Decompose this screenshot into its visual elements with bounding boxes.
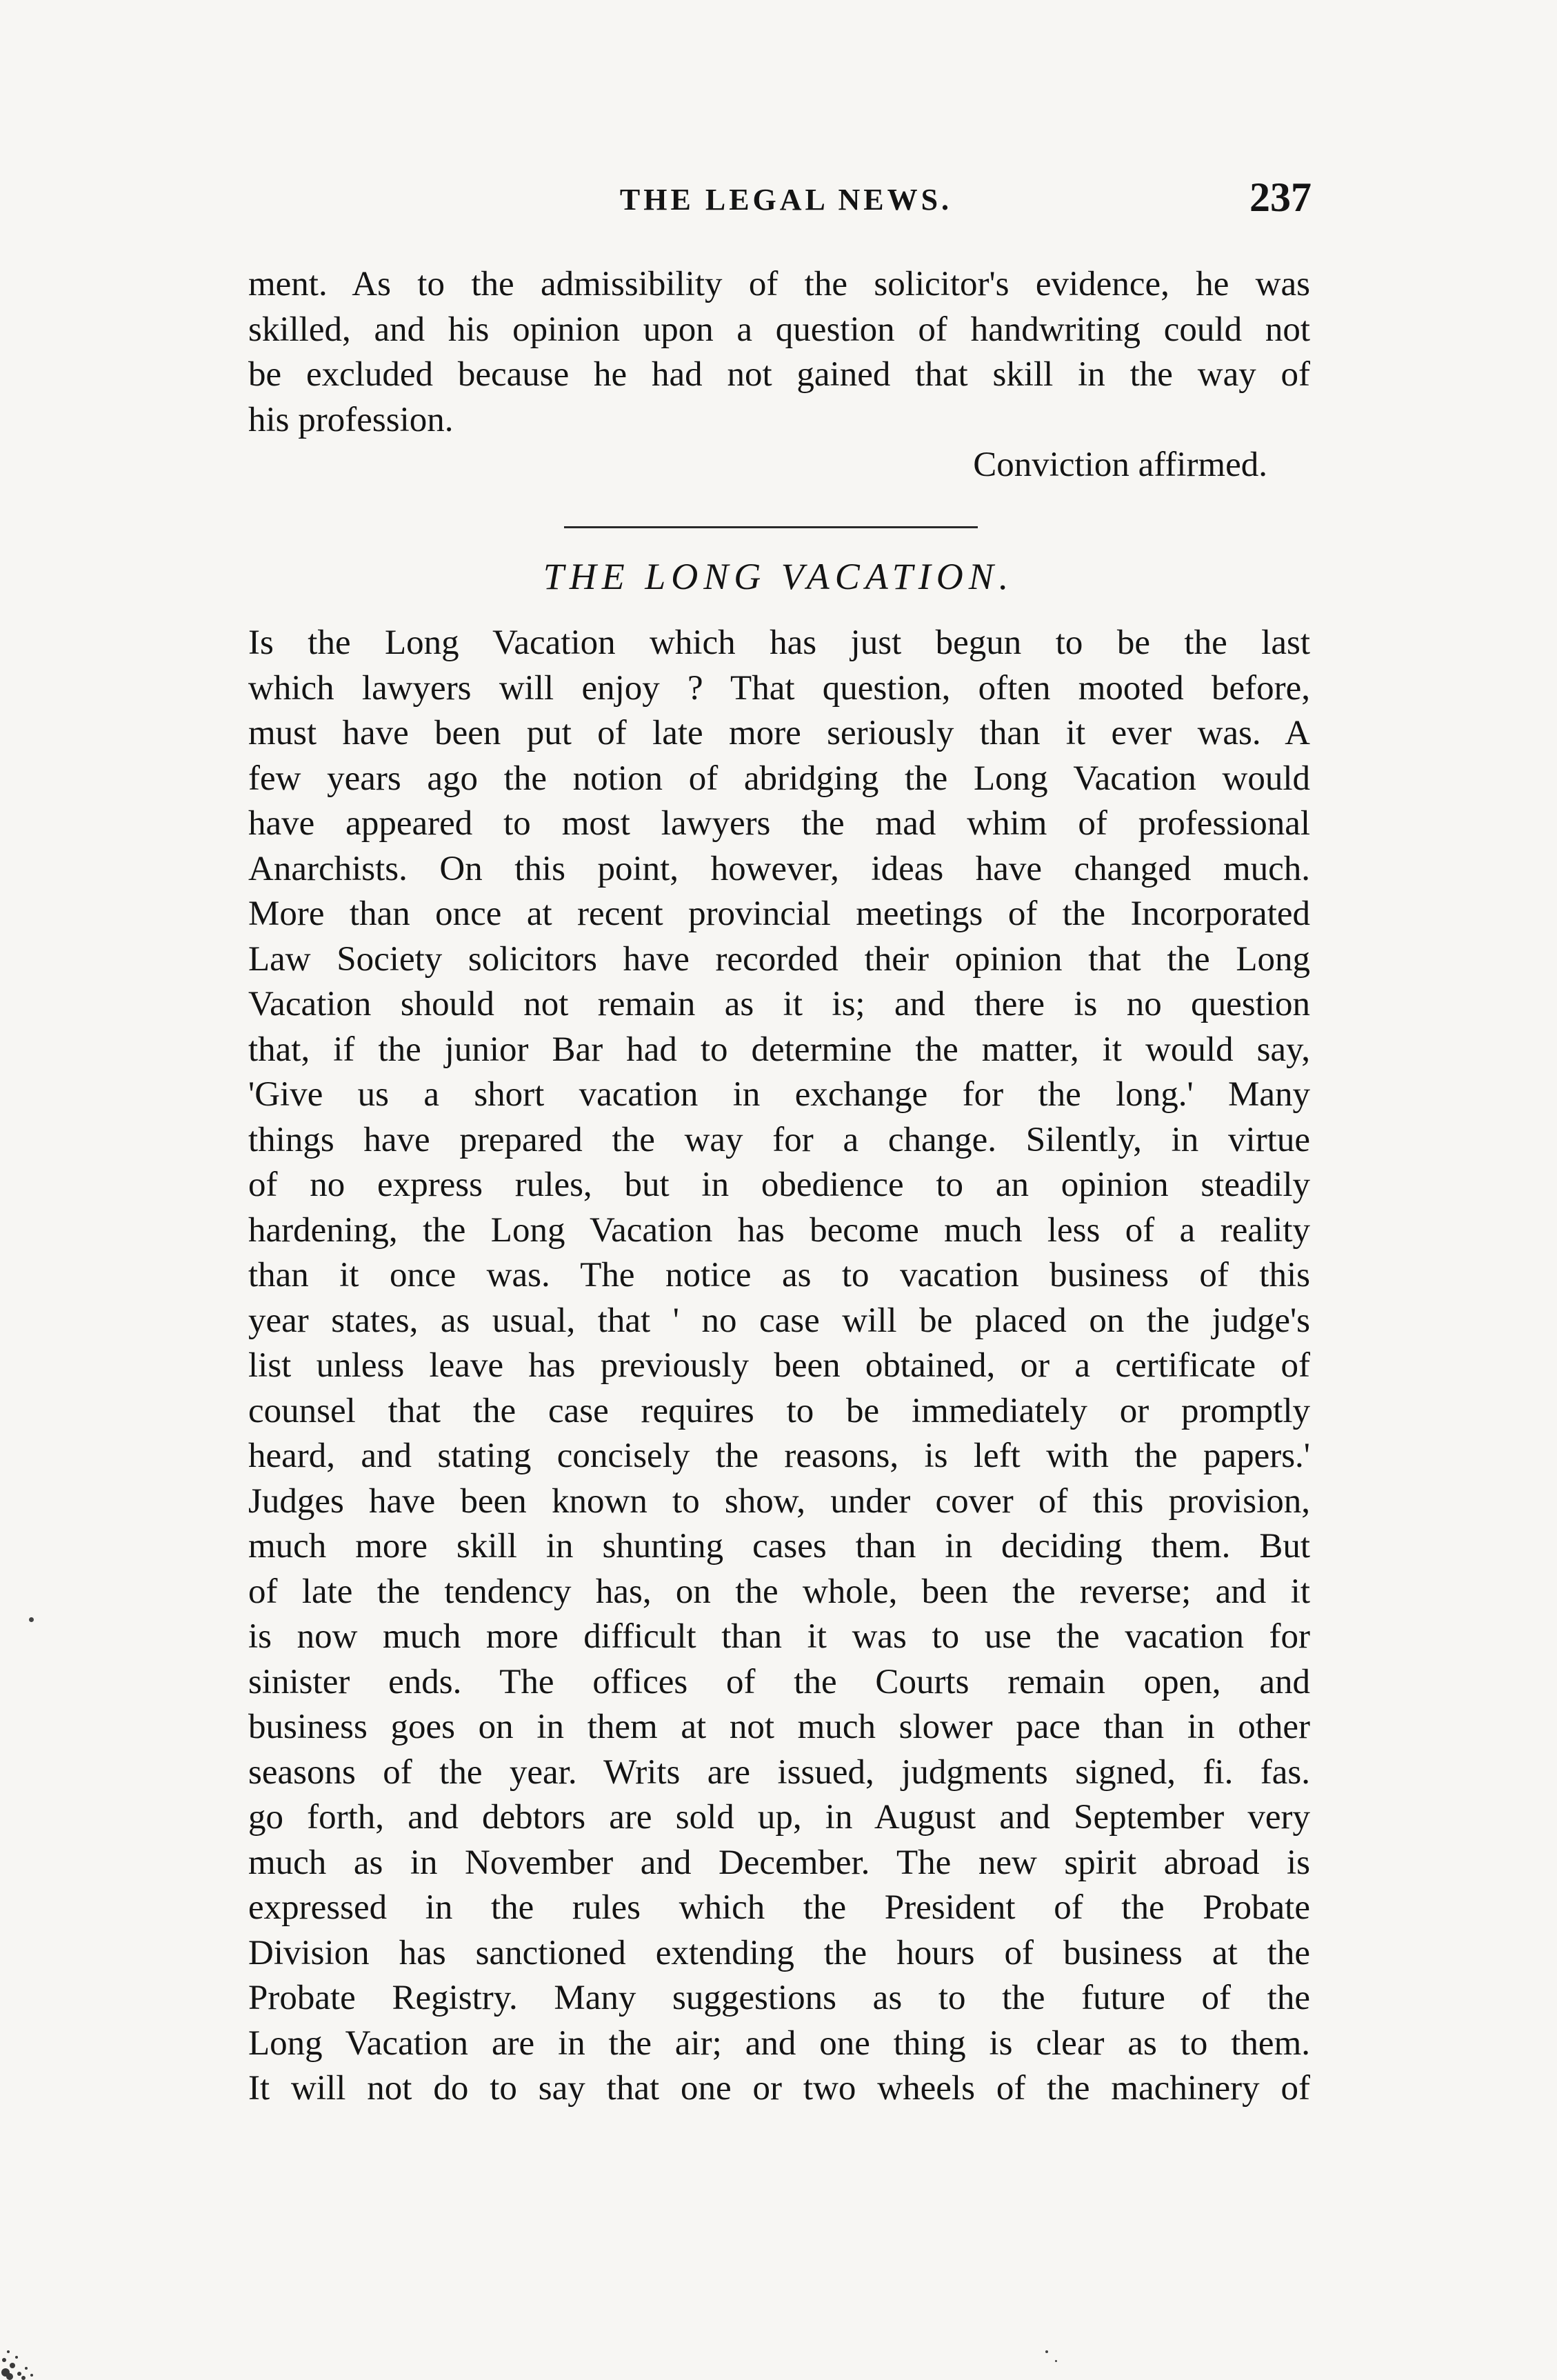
text-line: sinister ends. The offices of the Courts remain open, and	[248, 1662, 1310, 1701]
text-line: than it once was. The notice as to vacation business of this	[248, 1256, 1310, 1294]
text-line: year states, as usual, that ' no case will be placed on the judge's	[248, 1301, 1310, 1340]
text-line: things have prepared the way for a change. Silently, in virtue	[248, 1120, 1310, 1159]
text-line: few years ago the notion of abridging the Long Vacation would	[248, 759, 1310, 798]
text-line: have appeared to most lawyers the mad whim of professional	[248, 804, 1310, 843]
text-line: is now much more difficult than it was to use the vacation for	[248, 1617, 1310, 1656]
running-head	[248, 174, 1324, 229]
text-line: It will not do to say that one or two wheels of the machinery of	[248, 2069, 1310, 2108]
journal-title: THE LEGAL NEWS.	[619, 183, 953, 217]
text-line: business goes on in them at not much slower pace than in other	[248, 1708, 1310, 1746]
text-line: of no express rules, but in obedience to an opinion steadily	[248, 1166, 1310, 1204]
text-line: must have been put of late more seriously than it ever was. A	[248, 714, 1310, 752]
article-paragraph	[248, 621, 1310, 2112]
text-line: Vacation should not remain as it is; and there is no question	[248, 985, 1310, 1023]
ink-speck	[1055, 2360, 1057, 2362]
section-heading: THE LONG VACATION.	[543, 556, 1014, 597]
ink-speck	[1045, 2350, 1048, 2353]
text-line: seasons of the year. Writs are issued, judgments signed, fi. fas.	[248, 1752, 1310, 1792]
text-line: which lawyers will enjoy ? That question, often mooted before,	[248, 668, 1310, 708]
text-line: ment. As to the admissibility of the solicitor's evidence, he was	[248, 265, 1310, 303]
text-line: Judges have been known to show, under cover of this provision,	[248, 1481, 1310, 1521]
text-line: More than once at recent provincial meetings of the Incorporated	[248, 894, 1310, 933]
ink-speck	[29, 1617, 34, 1622]
text-line: skilled, and his opinion upon a question of handwriting could not	[248, 310, 1310, 349]
text-line: much as in November and December. The new spirit abroad is	[248, 1843, 1310, 1882]
text-line: 'Give us a short vacation in exchange for the long.' Many	[248, 1075, 1310, 1114]
text-line: Long Vacation are in the air; and one thing is clear as to them.	[248, 2023, 1310, 2063]
text-line: of late the tendency has, on the whole, been the reverse; and it	[248, 1572, 1310, 1611]
text-line: Probate Registry. Many suggestions as to the future of the	[248, 1979, 1310, 2017]
text-line: that, if the junior Bar had to determine the matter, it would say,	[248, 1030, 1310, 1069]
case-outcome: Conviction affirmed.	[973, 446, 1267, 484]
text-line: Division has sanctioned extending the hours of business at the	[248, 1933, 1310, 1972]
text-line: hardening, the Long Vacation has become much less of a reality	[248, 1210, 1310, 1250]
section-divider	[564, 526, 978, 528]
text-line: heard, and stating concisely the reasons, is left with the papers.'	[248, 1437, 1310, 1475]
text-line: go forth, and debtors are sold up, in August and September very	[248, 1798, 1310, 1837]
text-line: Is the Long Vacation which has just begun to be the last	[248, 623, 1310, 662]
text-line: list unless leave has previously been obtained, or a certificate of	[248, 1346, 1310, 1385]
page-stain	[0, 2297, 76, 2380]
paragraph-continuation	[248, 262, 1310, 443]
text-line: Anarchists. On this point, however, ideas have changed much.	[248, 849, 1310, 888]
text-line: Law Society solicitors have recorded their opinion that the Long	[248, 939, 1310, 979]
text-line: his profession.	[248, 400, 454, 439]
page-number: 237	[1249, 174, 1312, 220]
text-line: counsel that the case requires to be immediately or promptly	[248, 1391, 1310, 1430]
text-line: much more skill in shunting cases than in deciding them. But	[248, 1527, 1310, 1566]
text-line: expressed in the rules which the President of the Probate	[248, 1888, 1310, 1927]
text-line: be excluded because he had not gained that skill in the way of	[248, 355, 1310, 394]
